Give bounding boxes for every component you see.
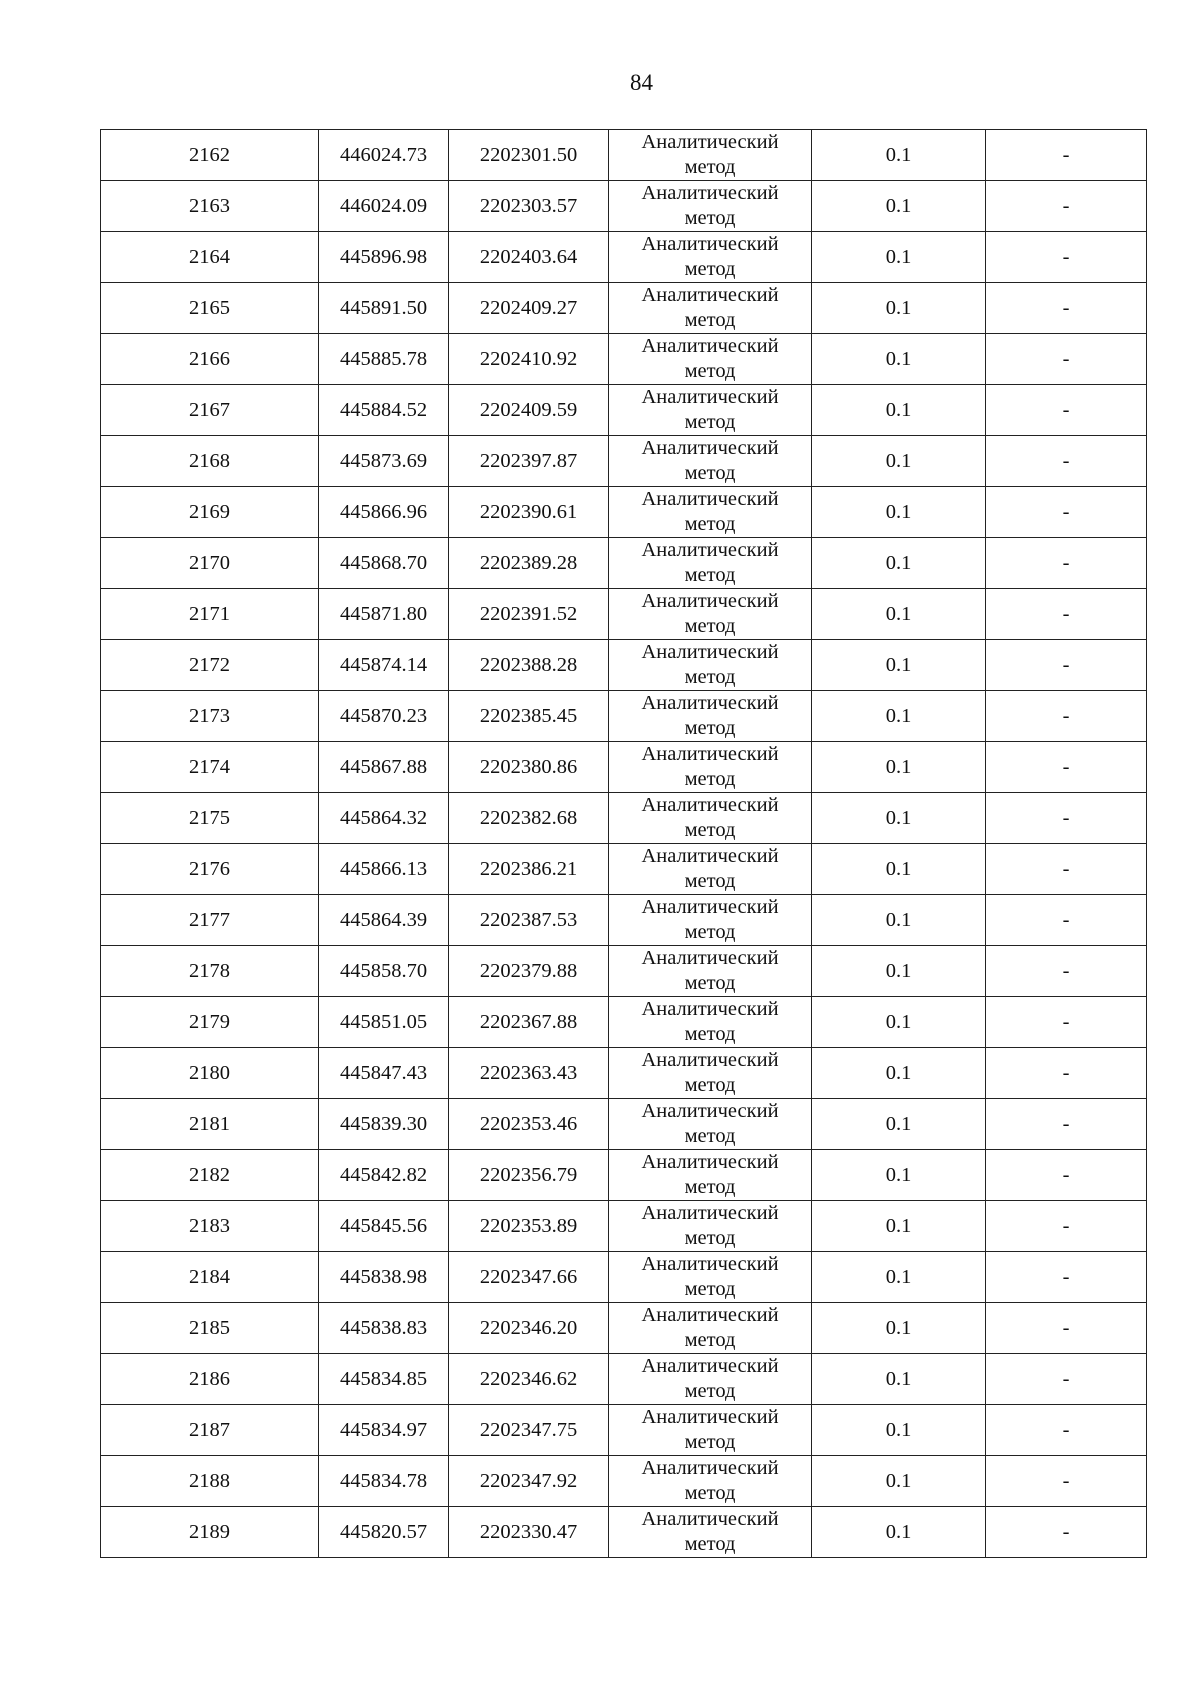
note-cell: - [986,844,1147,895]
note-cell: - [986,385,1147,436]
note-cell: - [986,691,1147,742]
point-number-cell: 2172 [101,640,319,691]
method-line-2: метод [684,1482,736,1504]
accuracy-cell: 0.1 [812,1150,986,1201]
method-line-1: Аналитический [641,1304,779,1326]
note-cell: - [986,793,1147,844]
point-number-cell: 2178 [101,946,319,997]
accuracy-cell: 0.1 [812,538,986,589]
method-line-2: метод [684,1278,736,1300]
note-cell: - [986,232,1147,283]
accuracy-cell: 0.1 [812,946,986,997]
method-line-1: Аналитический [641,641,779,663]
method-line-1: Аналитический [641,1355,779,1377]
point-number-cell: 2175 [101,793,319,844]
note-cell: - [986,742,1147,793]
method-cell [609,487,812,538]
table-row [101,997,1147,1048]
method-cell [609,589,812,640]
method-line-2: метод [684,1125,736,1147]
method-line-2: метод [684,1227,736,1249]
method-cell [609,844,812,895]
y-coordinate-cell: 2202382.68 [449,793,609,844]
method-line-1: Аналитический [641,1457,779,1479]
x-coordinate-cell: 445864.32 [319,793,449,844]
method-line-2: метод [684,1176,736,1198]
method-cell [609,130,812,181]
point-number-cell: 2173 [101,691,319,742]
table-row [101,1201,1147,1252]
x-coordinate-cell: 445870.23 [319,691,449,742]
point-number-cell: 2187 [101,1405,319,1456]
y-coordinate-cell: 2202403.64 [449,232,609,283]
accuracy-cell: 0.1 [812,1201,986,1252]
point-number-cell: 2166 [101,334,319,385]
table-row [101,385,1147,436]
y-coordinate-cell: 2202388.28 [449,640,609,691]
method-cell [609,742,812,793]
method-line-1: Аналитический [641,998,779,1020]
note-cell: - [986,1303,1147,1354]
table-row [101,589,1147,640]
note-cell: - [986,1456,1147,1507]
y-coordinate-cell: 2202353.89 [449,1201,609,1252]
method-line-2: метод [684,972,736,994]
method-cell [609,997,812,1048]
y-coordinate-cell: 2202409.59 [449,385,609,436]
method-line-2: метод [684,1074,736,1096]
x-coordinate-cell: 445839.30 [319,1099,449,1150]
method-line-1: Аналитический [641,437,779,459]
table-row [101,640,1147,691]
method-line-1: Аналитический [641,1202,779,1224]
y-coordinate-cell: 2202397.87 [449,436,609,487]
x-coordinate-cell: 445866.96 [319,487,449,538]
table-row [101,283,1147,334]
method-line-1: Аналитический [641,488,779,510]
method-line-2: метод [684,258,736,280]
note-cell: - [986,895,1147,946]
table-row [101,538,1147,589]
table-row [101,181,1147,232]
point-number-cell: 2164 [101,232,319,283]
accuracy-cell: 0.1 [812,1456,986,1507]
table-row [101,334,1147,385]
accuracy-cell: 0.1 [812,334,986,385]
x-coordinate-cell: 445834.85 [319,1354,449,1405]
point-number-cell: 2165 [101,283,319,334]
note-cell: - [986,589,1147,640]
y-coordinate-cell: 2202380.86 [449,742,609,793]
y-coordinate-cell: 2202363.43 [449,1048,609,1099]
method-cell [609,385,812,436]
method-line-2: метод [684,921,736,943]
point-number-cell: 2188 [101,1456,319,1507]
accuracy-cell: 0.1 [812,181,986,232]
x-coordinate-cell: 445873.69 [319,436,449,487]
table-row [101,1252,1147,1303]
x-coordinate-cell: 445842.82 [319,1150,449,1201]
accuracy-cell: 0.1 [812,1507,986,1558]
accuracy-cell: 0.1 [812,436,986,487]
method-line-2: метод [684,564,736,586]
y-coordinate-cell: 2202301.50 [449,130,609,181]
method-line-2: метод [684,819,736,841]
method-line-1: Аналитический [641,539,779,561]
y-coordinate-cell: 2202367.88 [449,997,609,1048]
accuracy-cell: 0.1 [812,1405,986,1456]
point-number-cell: 2181 [101,1099,319,1150]
method-line-2: метод [684,615,736,637]
y-coordinate-cell: 2202391.52 [449,589,609,640]
y-coordinate-cell: 2202387.53 [449,895,609,946]
method-line-1: Аналитический [641,182,779,204]
method-cell [609,181,812,232]
method-line-1: Аналитический [641,896,779,918]
method-cell [609,283,812,334]
note-cell: - [986,1048,1147,1099]
method-line-1: Аналитический [641,1508,779,1530]
method-line-2: метод [684,207,736,229]
method-line-2: метод [684,156,736,178]
method-line-1: Аналитический [641,1100,779,1122]
x-coordinate-cell: 445838.83 [319,1303,449,1354]
table-row [101,1048,1147,1099]
x-coordinate-cell: 445884.52 [319,385,449,436]
method-cell [609,1405,812,1456]
table-row [101,232,1147,283]
accuracy-cell: 0.1 [812,691,986,742]
x-coordinate-cell: 445874.14 [319,640,449,691]
note-cell: - [986,1099,1147,1150]
method-line-2: метод [684,870,736,892]
table-row [101,793,1147,844]
method-line-1: Аналитический [641,1151,779,1173]
y-coordinate-cell: 2202346.62 [449,1354,609,1405]
note-cell: - [986,1252,1147,1303]
y-coordinate-cell: 2202303.57 [449,181,609,232]
note-cell: - [986,130,1147,181]
note-cell: - [986,538,1147,589]
point-number-cell: 2180 [101,1048,319,1099]
method-cell [609,232,812,283]
point-number-cell: 2168 [101,436,319,487]
point-number-cell: 2177 [101,895,319,946]
accuracy-cell: 0.1 [812,385,986,436]
x-coordinate-cell: 445847.43 [319,1048,449,1099]
point-number-cell: 2182 [101,1150,319,1201]
method-cell [609,1099,812,1150]
y-coordinate-cell: 2202356.79 [449,1150,609,1201]
method-line-2: метод [684,717,736,739]
y-coordinate-cell: 2202409.27 [449,283,609,334]
accuracy-cell: 0.1 [812,1303,986,1354]
x-coordinate-cell: 446024.73 [319,130,449,181]
method-line-1: Аналитический [641,284,779,306]
table-row [101,1099,1147,1150]
point-number-cell: 2189 [101,1507,319,1558]
method-line-2: метод [684,1380,736,1402]
accuracy-cell: 0.1 [812,640,986,691]
method-line-1: Аналитический [641,692,779,714]
accuracy-cell: 0.1 [812,844,986,895]
y-coordinate-cell: 2202390.61 [449,487,609,538]
accuracy-cell: 0.1 [812,1099,986,1150]
note-cell: - [986,1507,1147,1558]
accuracy-cell: 0.1 [812,487,986,538]
accuracy-cell: 0.1 [812,1252,986,1303]
method-line-2: метод [684,513,736,535]
y-coordinate-cell: 2202379.88 [449,946,609,997]
x-coordinate-cell: 445864.39 [319,895,449,946]
method-line-2: метод [684,360,736,382]
x-coordinate-cell: 445845.56 [319,1201,449,1252]
note-cell: - [986,997,1147,1048]
method-cell [609,1201,812,1252]
method-cell [609,1252,812,1303]
table-row [101,1507,1147,1558]
y-coordinate-cell: 2202330.47 [449,1507,609,1558]
point-number-cell: 2174 [101,742,319,793]
coordinates-table [100,129,1147,1558]
y-coordinate-cell: 2202386.21 [449,844,609,895]
note-cell: - [986,1405,1147,1456]
method-line-2: метод [684,768,736,790]
method-line-1: Аналитический [641,743,779,765]
x-coordinate-cell: 445896.98 [319,232,449,283]
table-row [101,1456,1147,1507]
method-line-1: Аналитический [641,335,779,357]
method-line-2: метод [684,1023,736,1045]
point-number-cell: 2186 [101,1354,319,1405]
x-coordinate-cell: 445871.80 [319,589,449,640]
y-coordinate-cell: 2202410.92 [449,334,609,385]
table-row [101,436,1147,487]
method-line-1: Аналитический [641,386,779,408]
note-cell: - [986,487,1147,538]
accuracy-cell: 0.1 [812,997,986,1048]
accuracy-cell: 0.1 [812,1048,986,1099]
method-line-2: метод [684,1533,736,1555]
method-line-2: метод [684,1431,736,1453]
x-coordinate-cell: 445834.78 [319,1456,449,1507]
method-cell [609,1303,812,1354]
note-cell: - [986,181,1147,232]
table-row [101,130,1147,181]
x-coordinate-cell: 445820.57 [319,1507,449,1558]
method-cell [609,1150,812,1201]
accuracy-cell: 0.1 [812,895,986,946]
x-coordinate-cell: 445868.70 [319,538,449,589]
page-number: 84 [630,70,653,95]
accuracy-cell: 0.1 [812,742,986,793]
point-number-cell: 2169 [101,487,319,538]
y-coordinate-cell: 2202385.45 [449,691,609,742]
point-number-cell: 2171 [101,589,319,640]
table-row [101,1150,1147,1201]
x-coordinate-cell: 445851.05 [319,997,449,1048]
method-cell [609,334,812,385]
method-line-1: Аналитический [641,845,779,867]
y-coordinate-cell: 2202347.75 [449,1405,609,1456]
accuracy-cell: 0.1 [812,793,986,844]
point-number-cell: 2183 [101,1201,319,1252]
method-cell [609,1507,812,1558]
method-line-1: Аналитический [641,1253,779,1275]
note-cell: - [986,1150,1147,1201]
table-row [101,895,1147,946]
method-line-2: метод [684,462,736,484]
accuracy-cell: 0.1 [812,130,986,181]
table-row [101,487,1147,538]
method-cell [609,793,812,844]
method-line-1: Аналитический [641,947,779,969]
x-coordinate-cell: 445891.50 [319,283,449,334]
table-row [101,1405,1147,1456]
y-coordinate-cell: 2202346.20 [449,1303,609,1354]
point-number-cell: 2167 [101,385,319,436]
point-number-cell: 2176 [101,844,319,895]
method-line-2: метод [684,1329,736,1351]
method-cell [609,538,812,589]
method-line-2: метод [684,309,736,331]
note-cell: - [986,946,1147,997]
x-coordinate-cell: 445867.88 [319,742,449,793]
method-line-1: Аналитический [641,1406,779,1428]
table-row [101,742,1147,793]
method-cell [609,436,812,487]
x-coordinate-cell: 445838.98 [319,1252,449,1303]
table-row [101,946,1147,997]
table-row [101,1303,1147,1354]
y-coordinate-cell: 2202347.66 [449,1252,609,1303]
method-line-1: Аналитический [641,1049,779,1071]
method-cell [609,691,812,742]
note-cell: - [986,283,1147,334]
accuracy-cell: 0.1 [812,589,986,640]
accuracy-cell: 0.1 [812,1354,986,1405]
accuracy-cell: 0.1 [812,232,986,283]
accuracy-cell: 0.1 [812,283,986,334]
method-line-1: Аналитический [641,233,779,255]
y-coordinate-cell: 2202353.46 [449,1099,609,1150]
x-coordinate-cell: 445885.78 [319,334,449,385]
note-cell: - [986,436,1147,487]
y-coordinate-cell: 2202389.28 [449,538,609,589]
method-cell [609,1456,812,1507]
method-cell [609,895,812,946]
x-coordinate-cell: 445866.13 [319,844,449,895]
x-coordinate-cell: 445858.70 [319,946,449,997]
method-cell [609,1048,812,1099]
x-coordinate-cell: 445834.97 [319,1405,449,1456]
method-line-1: Аналитический [641,131,779,153]
table-row [101,1354,1147,1405]
table-row [101,844,1147,895]
method-cell [609,946,812,997]
point-number-cell: 2163 [101,181,319,232]
method-cell [609,640,812,691]
x-coordinate-cell: 446024.09 [319,181,449,232]
point-number-cell: 2185 [101,1303,319,1354]
table-body [101,130,1147,1558]
note-cell: - [986,334,1147,385]
method-line-2: метод [684,666,736,688]
method-line-1: Аналитический [641,794,779,816]
point-number-cell: 2170 [101,538,319,589]
point-number-cell: 2179 [101,997,319,1048]
method-line-1: Аналитический [641,590,779,612]
note-cell: - [986,1354,1147,1405]
y-coordinate-cell: 2202347.92 [449,1456,609,1507]
method-cell [609,1354,812,1405]
note-cell: - [986,640,1147,691]
method-line-2: метод [684,411,736,433]
point-number-cell: 2162 [101,130,319,181]
note-cell: - [986,1201,1147,1252]
point-number-cell: 2184 [101,1252,319,1303]
table-row [101,691,1147,742]
